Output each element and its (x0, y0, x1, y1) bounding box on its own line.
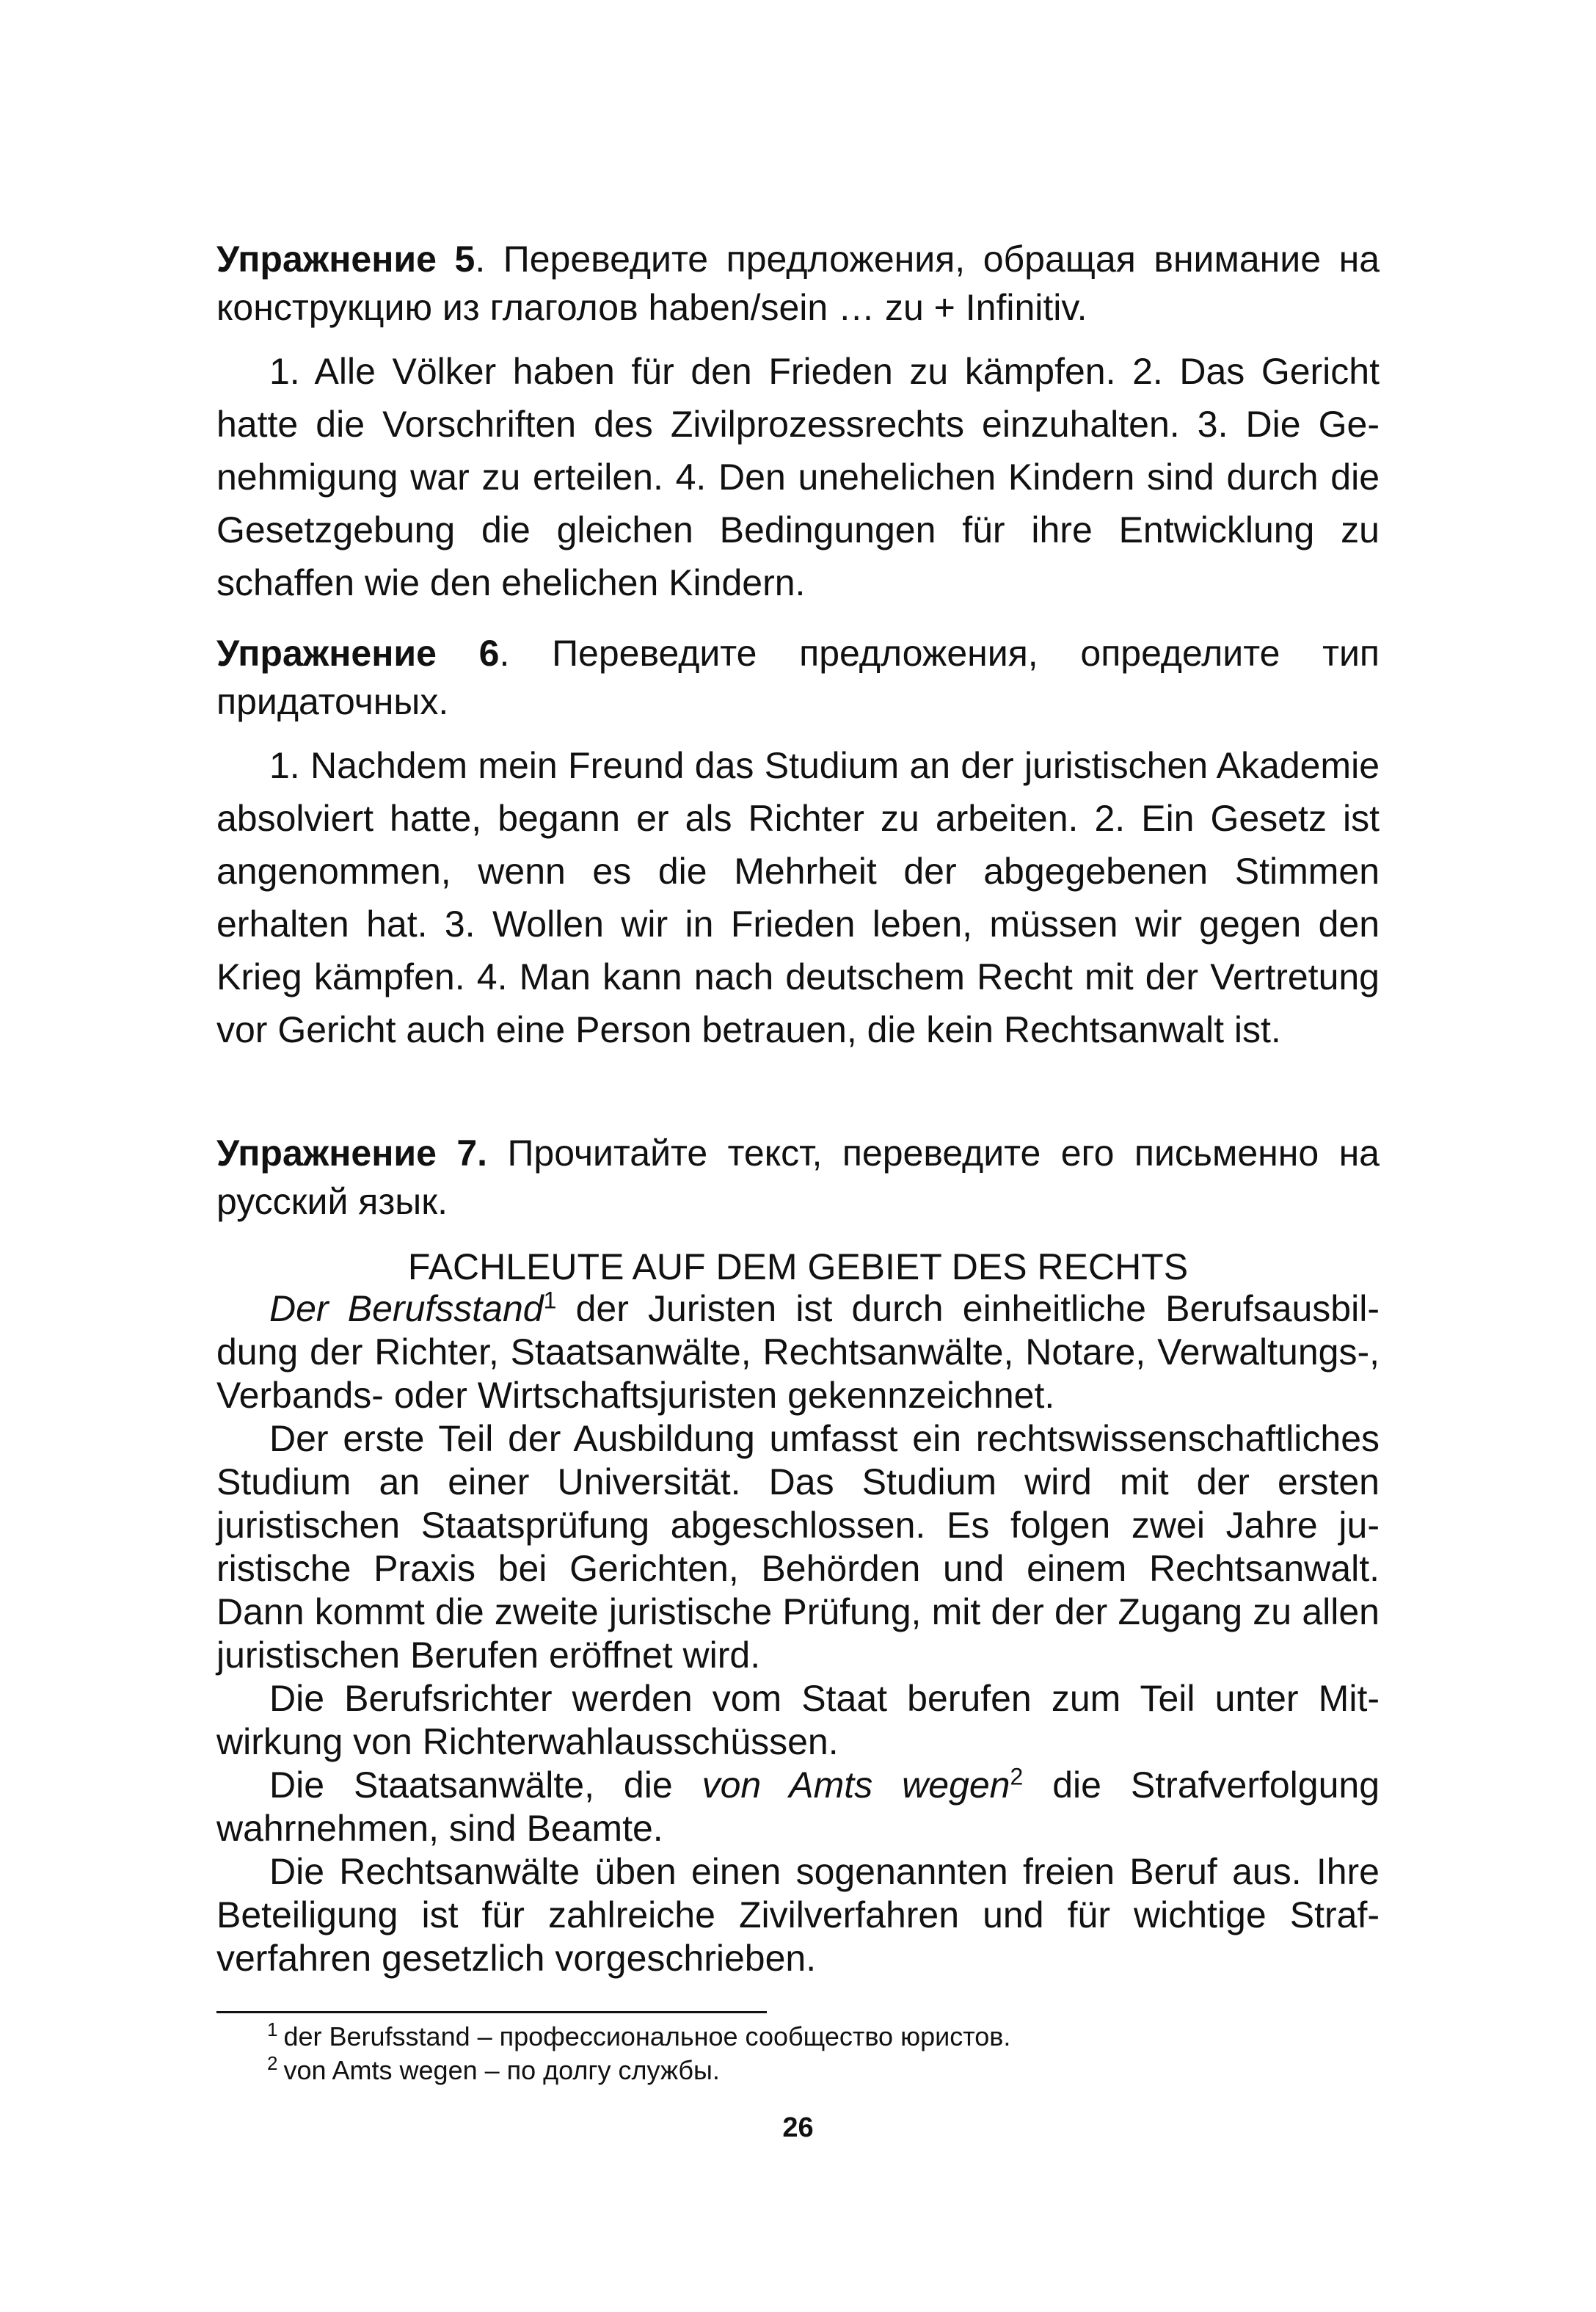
exercise-6-label: Упражнение 6 (216, 633, 500, 674)
exercise-6-sentences: 1. Nachdem mein Freund das Studium an der juristischen Akademie absolviert hatte, begann er als Richter zu arbeiten. 2. Ein Gesetz ist angenommen, wenn es die Mehrheit der abgegebenen Stimmen erhalten hat. 3. Wollen wir in Frieden leben, müssen wir gegen den Krieg kämpfen. 4. Man kann nach deutschem Recht mit der Vertretung vor Gericht auch eine Person betrauen, die kein Rechtsanwalt ist. (216, 745, 1380, 1050)
text-paragraph-2: Der erste Teil der Ausbildung umfasst ein rechtswissenschaftliches Studium an einer Universität. Das Studium wird mit der ersten juristischen Staatsprüfung abgeschlossen. Es folgen zwei Jahre juristische Praxis bei Gerichten, Behörden und einem Rechtsanwalt. Dann kommt die zweite juristische Prüfung, mit der der Zugang zu allen juristischen Berufen eröffnet wird. (216, 1418, 1380, 1676)
exercise-5-label: Упражнение 5 (216, 239, 475, 280)
text-paragraph-3: Die Berufsrichter werden vom Staat berufen zum Teil unter Mitwirkung von Richterwahlausschüssen. (216, 1678, 1380, 1762)
text-paragraph-1: Der Berufsstand$^1$ der Juristen ist durch einheitliche Berufsausbildung der Richter, Staatsanwälte, Rechtsanwälte, Notare, Verwaltungs-, Verbands- oder Wirtschaftsjuristen gekennzeichnet. (216, 1287, 1380, 1416)
term-berufsstand: Der Berufsstand (269, 1288, 544, 1329)
exercise-5-instruction: . Переведите предложения, обращая внимание на конструкцию из глаголов haben/sein … zu + Infinitiv. (216, 239, 1380, 328)
footnote-divider (216, 2011, 767, 2013)
footnotes (267, 2020, 1380, 2087)
page-number: 26 (782, 2112, 814, 2143)
text-paragraph-4: Die Staatsanwälte, die von Amts wegen$^2$ die Strafverfolgung wahrnehmen, sind Beamte. (216, 1763, 1380, 1849)
exercise-7-heading (216, 1129, 1380, 1226)
term-von-amts-wegen: von Amts wegen (702, 1764, 1010, 1806)
footnote-2: $^2$ von Amts wegen – по долгу службы. (267, 2052, 720, 2085)
footnote-1: $^1$ der Berufsstand – профессиональное сообщество юристов. (267, 2018, 1011, 2051)
exercise-6-instruction: . Переведите предложения, определите тип придаточных. (216, 633, 1380, 722)
exercise-5-heading (216, 235, 1380, 332)
exercise-7-label: Упражнение 7. (216, 1133, 488, 1174)
text-title: FACHLEUTE AUF DEM GEBIET DES RECHTS (407, 1246, 1189, 1287)
exercise-6-heading (216, 629, 1380, 726)
footnote-ref-1: 1 (543, 1287, 557, 1314)
exercise-5-sentences: 1. Alle Völker haben für den Frieden zu kämpfen. 2. Das Gericht hatte die Vorschriften des Zivilprozessrechts einzuhalten. 3. Die Genehmigung war zu erteilen. 4. Den unehelichen Kindern sind durch die Gesetzgebung die gleichen Bedingungen für ihre Entwicklung zu schaffen wie den ehelichen Kindern. (216, 351, 1380, 603)
exercise-7-instruction: Прочитайте текст, переведите его письменно на русский язык. (216, 1133, 1380, 1222)
text-paragraph-5: Die Rechtsanwälte üben einen sogenannten freien Beruf aus. Ihre Beteiligung ist für zahlreiche Zivilverfahren und für wichtige Strafverfahren gesetzlich vorgeschrieben. (216, 1851, 1380, 1979)
footnote-ref-2: 2 (1010, 1763, 1024, 1790)
